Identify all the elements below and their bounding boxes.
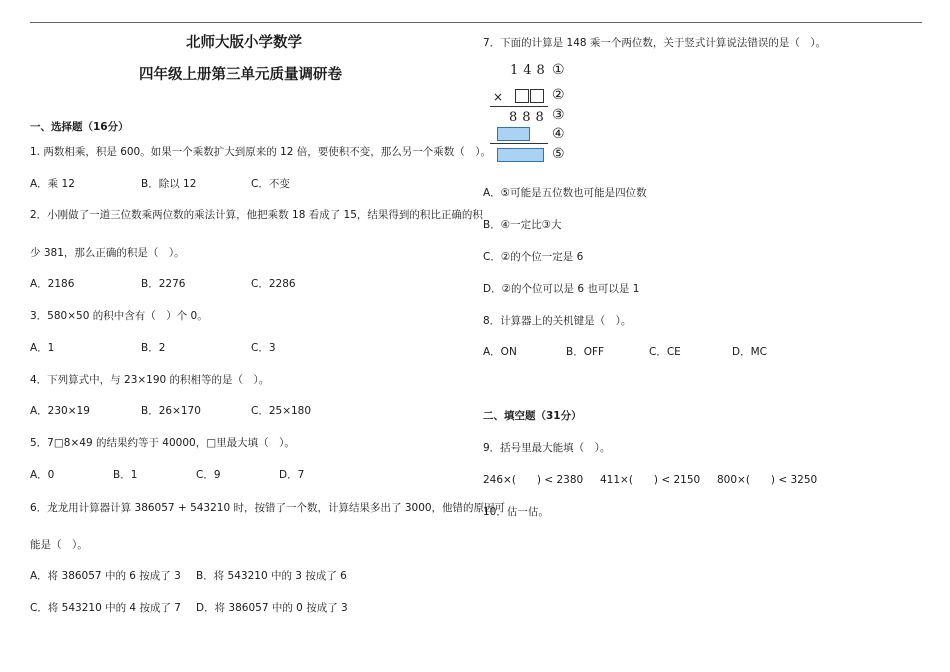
q5-option-a: A．0 [30, 469, 55, 481]
q7-option-b: B．④一定比③大 [483, 219, 562, 231]
paper-subtitle: 四年级上册第三单元质量调研卷 [139, 67, 342, 83]
q7-option-c: C．②的个位一定是 6 [483, 251, 584, 263]
q6-option-a: A．将 386057 中的 6 按成了 3 [30, 570, 181, 582]
q9-item-2: 411×( ) < 2150 [600, 474, 701, 486]
q7-digit-box-tens [515, 89, 529, 103]
q7-multiplicand: 148 [510, 63, 550, 78]
q4-text: 4．下列算式中，与 23×190 的积相等的是（ ）。 [30, 374, 270, 386]
q7-partial-product: 888 [509, 110, 549, 125]
q2-option-c: C．2286 [251, 278, 296, 290]
q2-option-b: B．2276 [141, 278, 186, 290]
section-fill-heading: 二、填空题（31分） [483, 410, 582, 422]
q4-option-a: A．230×19 [30, 405, 90, 417]
q7-mark-3: ③ [552, 107, 565, 123]
q1-option-b: B．除以 12 [141, 178, 197, 190]
q1-text: 1. 两数相乘，积是 600。如果一个乘数扩大到原来的 12 倍，要使积不变，那么另一个乘数（ ）。 [30, 146, 492, 158]
q9-text: 9．括号里最大能填（ ）。 [483, 442, 611, 454]
q5-option-b: B．1 [113, 469, 138, 481]
q3-option-a: A．1 [30, 342, 55, 354]
q7-option-a: A．⑤可能是五位数也可能是四位数 [483, 187, 647, 199]
q7-mark-1: ① [552, 62, 565, 78]
q2-option-a: A．2186 [30, 278, 75, 290]
paper-title: 北师大版小学数学 [186, 35, 302, 51]
q3-option-c: C．3 [251, 342, 276, 354]
q4-option-b: B．26×170 [141, 405, 201, 417]
header-rule [30, 22, 922, 23]
q7-mark-2: ② [552, 87, 565, 103]
q5-option-d: D．7 [279, 469, 305, 481]
q3-text: 3．580×50 的积中含有（ ）个 0。 [30, 310, 208, 322]
q8-option-d: D．MC [732, 346, 767, 358]
q6-text-line1: 6．龙龙用计算器计算 386057 + 543210 时，按错了一个数，计算结果多出了 3000，他错的原因可 [30, 502, 506, 514]
q7-digit-box-ones [530, 89, 544, 103]
q6-option-d: D．将 386057 中的 0 按成了 3 [196, 602, 348, 614]
q7-mark-5: ⑤ [552, 146, 565, 162]
q1-option-a: A．乘 12 [30, 178, 75, 190]
q4-option-c: C．25×180 [251, 405, 312, 417]
q7-product-box [497, 148, 544, 162]
q6-option-c: C．将 543210 中的 4 按成了 7 [30, 602, 181, 614]
q9-item-3: 800×( ) < 3250 [717, 474, 818, 486]
q8-text: 8．计算器上的关机键是（ ）。 [483, 315, 632, 327]
q7-rule-1 [490, 106, 548, 107]
q2-text-line2: 少 381，那么正确的积是（ ）。 [30, 247, 185, 259]
q3-option-b: B．2 [141, 342, 166, 354]
q5-option-c: C．9 [196, 469, 221, 481]
q8-option-c: C．CE [649, 346, 681, 358]
q5-text: 5．7□8×49 的结果约等于 40000，□里最大填（ ）。 [30, 437, 295, 449]
q10-text: 10．估一估。 [483, 506, 549, 518]
q7-rule-2 [490, 143, 548, 144]
q1-option-c: C．不变 [251, 178, 290, 190]
q6-text-line2: 能是（ ）。 [30, 539, 88, 551]
section-choice-heading: 一、选择题（16分） [30, 121, 129, 133]
q8-option-a: A．ON [483, 346, 517, 358]
q8-option-b: B．OFF [566, 346, 605, 358]
q7-mark-4: ④ [552, 126, 565, 142]
q7-partial-product-box [497, 127, 530, 141]
q7-times-sign: × [493, 90, 504, 104]
q7-option-d: D．②的个位可以是 6 也可以是 1 [483, 283, 640, 295]
q2-text-line1: 2．小刚做了一道三位数乘两位数的乘法计算，他把乘数 18 看成了 15，结果得到的积比正确的积 [30, 209, 483, 221]
q9-item-1: 246×( ) < 2380 [483, 474, 584, 486]
q6-option-b: B．将 543210 中的 3 按成了 6 [196, 570, 347, 582]
q7-text: 7．下面的计算是 148 乘一个两位数，关于竖式计算说法错误的是（ ）。 [483, 37, 827, 49]
